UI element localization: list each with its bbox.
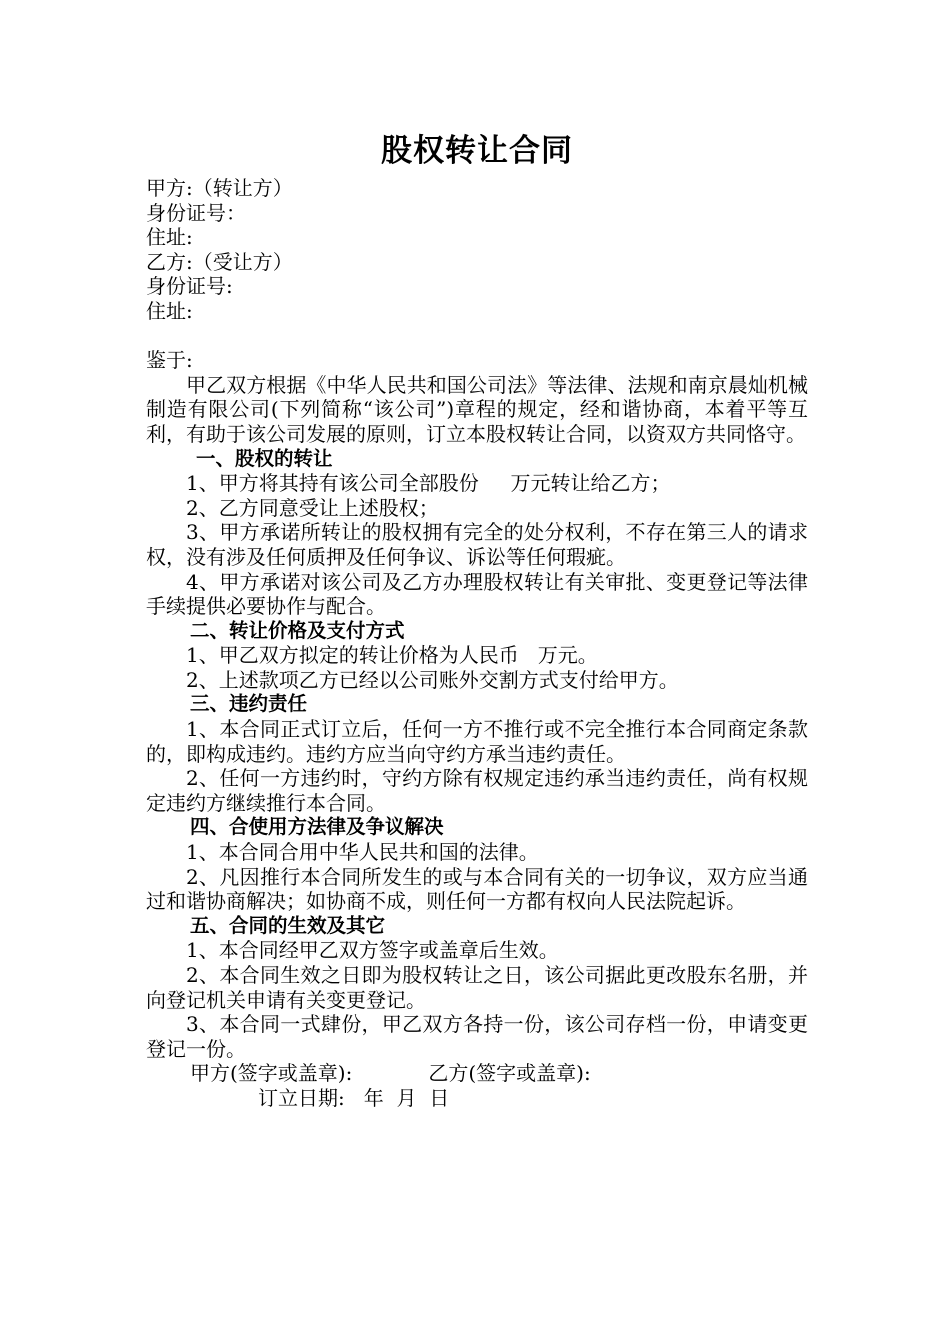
clause: 1、本合同经甲乙双方签字或盖章后生效。 [186, 938, 559, 963]
whereas-label: 鉴于: [146, 348, 193, 373]
section-2 [146, 619, 808, 693]
clause: 2、凡因推行本合同所发生的或与本合同有关的一切争议，双方应当通过和谐协商解决；如协商不成，则任何一方都有权向人民法院起诉。 [146, 864, 808, 914]
section-1 [146, 447, 808, 619]
party-b-signature-label: 乙方(签字或盖章): [428, 1061, 591, 1086]
clause: 2、本合同生效之日即为股权转让之日，该公司据此更改股东名册，并向登记机关申请有关变更登记。 [146, 963, 808, 1012]
party-b-label: 乙方:（受让方） [146, 249, 293, 274]
contract-page [146, 126, 808, 1111]
clause: 1、本合同合用中华人民共和国的法律。 [186, 840, 539, 865]
sign-date-label: 订立日期: 年 月 日 [258, 1085, 450, 1110]
clause: 3、甲方承诺所转让的股权拥有完全的处分权利，不存在第三人的请求权，没有涉及任何质押及任何争议、诉讼等任何瑕疵。 [146, 520, 808, 569]
clause: 3、本合同一式肆份，甲乙双方各持一份，该公司存档一份，申请变更登记一份。 [146, 1012, 808, 1061]
spacer [146, 324, 808, 349]
section-4 [146, 815, 808, 913]
section-heading: 二、转让价格及支付方式 [190, 618, 405, 642]
party-a-signature-label: 甲方(签字或盖章): [190, 1061, 353, 1086]
page-title: 股权转让合同 [381, 133, 573, 169]
party-a-address-label: 住址: [146, 225, 193, 250]
clause: 1、甲方将其持有该公司全部股份 万元转让给乙方； [186, 471, 671, 496]
section-heading: 三、违约责任 [190, 692, 308, 716]
section-3 [146, 692, 808, 815]
party-b-address-label: 住址: [146, 298, 193, 323]
party-a-id-label: 身份证号： [146, 200, 246, 225]
clause: 2、任何一方违约时，守约方除有权规定违约承当违约责任，尚有权规定违约方继续推行本合同。 [146, 766, 808, 815]
clause: 1、本合同正式订立后，任何一方不推行或不完全推行本合同商定条款的，即构成违约。违约方应当向守约方承当违约责任。 [146, 717, 808, 766]
clause: 2、乙方同意受让上述股权； [186, 495, 439, 520]
section-heading: 四、合使用方法律及争议解决 [190, 815, 444, 839]
signature-line [146, 1061, 808, 1086]
party-a-label: 甲方:（转让方） [146, 176, 293, 200]
section-heading: 五、合同的生效及其它 [190, 913, 386, 937]
clause: 4、甲方承诺对该公司及乙方办理股权转让有关审批、变更登记等法律手续提供必要协作与配合。 [146, 569, 808, 619]
party-b-id-label: 身份证号: [146, 274, 233, 299]
preamble-paragraph: 甲乙双方根据《中华人民共和国公司法》等法律、法规和南京晨灿机械制造有限公司(下列简称“该公司”)章程的规定，经和谐协商，本着平等互利，有助于该公司发展的原则，订立本股权转让合同，以资双方共同恪守。 [146, 372, 808, 446]
section-5 [146, 914, 808, 1062]
clause: 2、上述款项乙方已经以公司账外交割方式支付给甲方。 [186, 667, 679, 692]
clause: 1、甲乙双方拟定的转让价格为人民币 万元。 [186, 643, 598, 668]
section-heading: 一、股权的转让 [196, 446, 333, 470]
